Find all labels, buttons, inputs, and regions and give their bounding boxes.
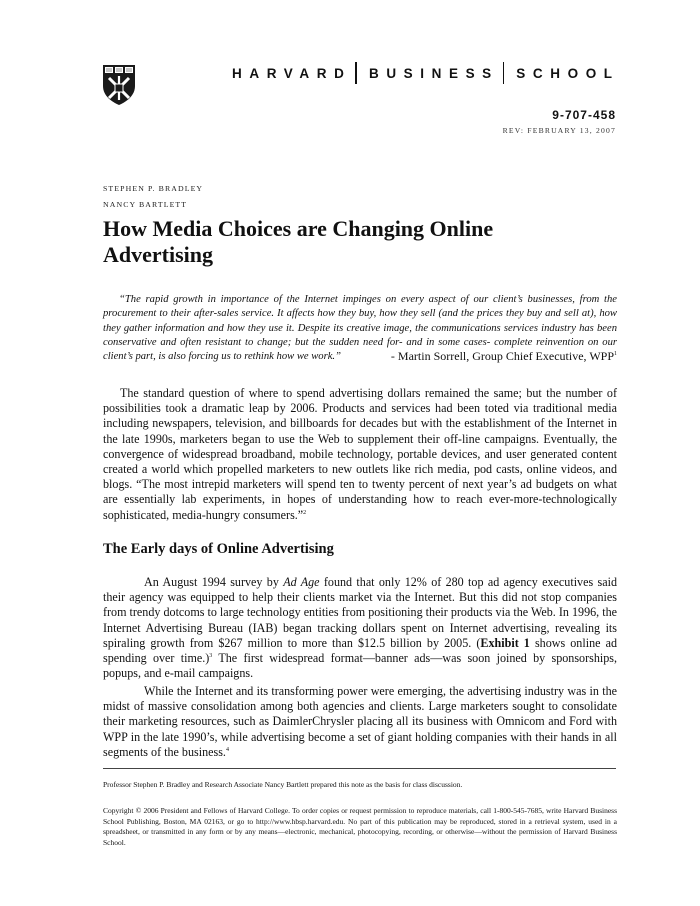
publication-name: Ad Age [283, 575, 320, 589]
paragraph-text: The standard question of where to spend advertising dollars remained the same; but the number of possibilities took a dramatic leap by 2006. Products and services had been toted via traditional media including newspapers, television, and billboards for decades but with the establishment of the Internet in the late 1990s, marketers began to use the Web to supplement their off-line campaigns. Eventually, the convergence of widespread broadband, mobile technology, portable devices, and user generated content created a world which propelled marketers to new outlets like rich media, pod casts, online videos, and blogs. “The most intrepid marketers will spend ten to twenty percent of next year’s ad budgets on what are essentially lab experiments, in hopes of understanding how to reach ever-more-technologically sophisticated, media-hungry consumers.” [103, 386, 617, 522]
paragraph-text: found that only 12% of 280 top ad agency executives said their agency was equipped to help their clients market via the Internet. But this did not stop companies from trendy dotcoms to large technology entities from positioning their products via the Web. In 1996, the Internet Advertising Bureau (IAB) began tracking dollars spent on Internet advertising, revealing its spiraling growth from $267 million to more than $12.5 billion by 2005. ( [103, 575, 617, 650]
masthead-harvard: HARVARD [232, 65, 352, 81]
footnote-ref: 2 [303, 509, 307, 516]
footnote-ref: 1 [614, 351, 617, 357]
masthead-divider [355, 62, 357, 84]
case-number: 9-707-458 [552, 108, 616, 122]
attribution-text: - Martin Sorrell, Group Chief Executive, WPP [390, 349, 614, 363]
footnote-divider [103, 768, 616, 769]
masthead-school: SCHOOL [516, 65, 620, 81]
epigraph-quote: “The rapid growth in importance of the Internet impinges on every aspect of our client’s businesses, from the procurement to their after-sales service. It affects how they buy, how they sell (and the prices they buy and sell at), how they gather information and how they use it. Despite its creative image, the communications services industry has been conservative and often resistant to change; but the sudden need for- and in some cases- complete reinvention on our client’s part, is also forcing us to rethink how we work.” [103, 294, 617, 363]
author-list [103, 181, 203, 213]
body-paragraph [103, 575, 617, 681]
paragraph-text: The first widespread format—banner ads—was soon joined by sponsorships, popups, and e-mail campaigns. [103, 651, 618, 681]
paragraph-text: An August 1994 survey by [144, 575, 284, 589]
hbs-shield-icon [102, 64, 136, 106]
epigraph-attribution [103, 349, 617, 364]
footnote-ref: 3 [209, 652, 213, 659]
masthead-divider [503, 62, 505, 84]
body-paragraph [103, 386, 617, 523]
section-heading: The Early days of Online Advertising [103, 541, 334, 557]
author-name: STEPHEN P. BRADLEY [103, 184, 204, 193]
paragraph-text: While the Internet and its transforming power were emerging, the advertising industry was in the midst of massive consolidation among both agencies and clients. Large marketers sought to consolidate their marketing resources, such as DaimlerChrysler placing all its business with Omnicom and Ford with WPP in the late 1990’s, while advertising become a set of giant holding companies with their hands in all segments of the business. [103, 684, 617, 759]
exhibit-reference: Exhibit 1 [480, 635, 530, 650]
author-name: NANCY BARTLETT [103, 200, 188, 209]
preparer-note: Professor Stephen P. Bradley and Research Associate Nancy Bartlett prepared this note as the basis for class discussion. [103, 780, 463, 789]
masthead-business: BUSINESS [368, 65, 499, 81]
paragraph-text: shows online ad spending over time.) [103, 635, 617, 666]
document-title: How Media Choices are Changing Online Advertising [103, 216, 494, 267]
masthead [232, 63, 620, 83]
revision-date: REV: FEBRUARY 13, 2007 [502, 126, 616, 135]
body-paragraph [103, 684, 617, 760]
footnote-ref: 4 [225, 746, 229, 753]
copyright-notice: Copyright © 2006 President and Fellows of Harvard College. To order copies or request permission to reproduce materials, call 1-800-545-7685, write Harvard Business School Publishing, Boston, MA 02163, or go to http://www.hbsp.harvard.edu. No part of this publication may be reproduced, stored in a retrieval system, used in a spreadsheet, or transmitted in any form or by any means—electronic, mechanical, photocopying, recording, or otherwise—without the permission of Harvard Business School. [103, 806, 617, 847]
